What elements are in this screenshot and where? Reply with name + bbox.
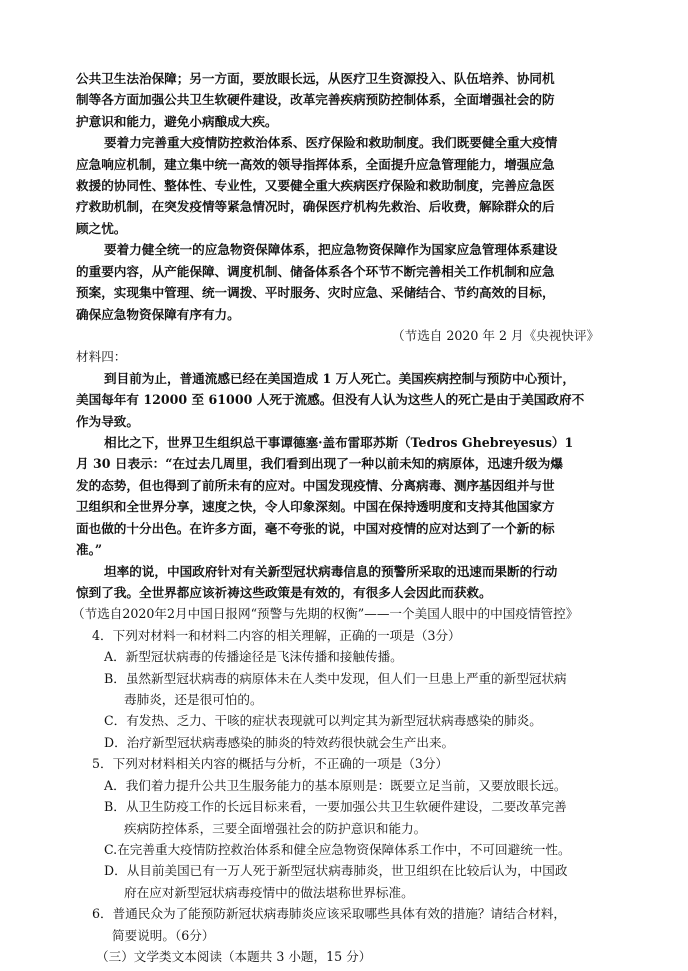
question-5-option-a: A．我们着力提升公共卫生服务能力的基本原则是：既要立足当前，又要放眼长远。: [104, 777, 567, 793]
material3-line: 预案，实现集中管理、统一调拨、平时服务、灾时应急、采储结合、节约高效的目标，: [76, 285, 555, 301]
material4-line: 相比之下，世界卫生组织总干事谭德塞·盖布雷耶苏斯（Tedros Ghebreyesus）1: [104, 435, 574, 451]
material4-line: 坦率的说，中国政府针对有关新型冠状病毒信息的预警所采取的迅速而果断的行动: [104, 563, 558, 579]
section-3-heading: （三）文学类文本阅读（本题共 3 小题，15 分）: [96, 949, 372, 964]
question-6-line-2: 简要说明。（6分）: [112, 927, 215, 943]
material3-line: 的重要内容，从产能保障、调度机制、储备体系各个环节不断完善相关工作机制和应急: [76, 263, 555, 279]
material4-line: 发的态势，但也得到了前所未有的应对。中国发现疫情、分离病毒、测序基因组并与世: [76, 477, 555, 493]
material4-line: 卫组织和全世界分享，速度之快，令人印象深刻。中国在保持透明度和支持其他国家方: [76, 499, 555, 515]
question-4-option-b: B．虽然新型冠状病毒的病原体未在人类中发现，但人们一旦患上严重的新型冠状病: [104, 670, 567, 686]
material4-line: 惊到了我。全世界都应该祈祷这些政策是有效的，有很多人会因此而获救。: [76, 584, 492, 600]
question-6-line-1: 6．普通民众为了能预防新冠状病毒肺炎应该采取哪些具体有效的措施？请结合材料，: [92, 906, 566, 922]
material3-line: 疗救助机制，在突发疫情等紧急情况时，确保医疗机构先救治、后收费，解除群众的后: [76, 199, 555, 215]
material4-line: 面也做的十分出色。在许多方面，毫不夸张的说，中国对疫情的应对达到了一个新的标: [76, 520, 555, 536]
question-4-option-a: A．新型冠状病毒的传播途径是飞沫传播和接触传播。: [104, 649, 403, 665]
question-4-stem: 4．下列对材料一和材料二内容的相关理解，正确的一项是（3分）: [92, 627, 461, 643]
material3-line: 制等各方面加强公共卫生软硬件建设，改革完善疾病预防控制体系，全面增强社会的防: [76, 92, 555, 108]
material3-line: 应急响应机制，建立集中统一高效的领导指挥体系，全面提升应急管理能力，增强应急: [76, 156, 555, 172]
material3-line: 确保应急物资保障有序有力。: [76, 306, 240, 322]
question-4-option-b-cont: 毒肺炎，还是很可怕的。: [124, 692, 263, 708]
material4-source: （节选自2020年2月中国日报网“预警与先期的权衡”——一个美国人眼中的中国疫情管控》: [72, 606, 579, 622]
question-4-option-c: C．有发热、乏力、干咳的症状表现就可以判定其为新型冠状病毒感染的肺炎。: [104, 713, 542, 729]
material3-source: （节选自 2020 年 2 月《央视快评》: [392, 327, 600, 343]
material4-label: 材料四：: [76, 349, 127, 365]
material4-line: 月 30 日表示：“在过去几周里，我们看到出现了一种以前未知的病原体，迅速升级为爆: [76, 456, 563, 472]
material4-line: 美国每年有 12000 至 61000 人死于流感。但没有人认为这些人的死亡是由于美国政府不: [76, 392, 585, 408]
material4-line: 准。”: [76, 542, 103, 558]
question-5-option-d: D．从目前美国已有一万人死于新型冠状病毒肺炎，世卫组织在比较后认为，中国政: [104, 863, 568, 879]
material4-line: 到目前为止，普通流感已经在美国造成 1 万人死亡。美国疾病控制与预防中心预计，: [104, 370, 575, 386]
question-5-option-c: C.在完善重大疫情防控救治体系和健全应急物资保障体系工作中，不可回避统一性。: [104, 841, 571, 857]
question-5-option-b-cont: 疾病防控体系，三要全面增强社会的防护意识和能力。: [124, 820, 427, 836]
question-5-option-b: B．从卫生防疫工作的长远目标来看，一要加强公共卫生软硬件建设，二要改革完善: [104, 799, 567, 815]
question-5-option-d-cont: 府在应对新型冠状病毒疫情中的做法堪称世界标准。: [124, 884, 414, 900]
material3-line: 要着力健全统一的应急物资保障体系，把应急物资保障作为国家应急管理体系建设: [104, 242, 558, 258]
material3-line: 公共卫生法治保障；另一方面，要放眼长远，从医疗卫生资源投入、队伍培养、协同机: [76, 71, 555, 86]
question-4-option-d: D．治疗新型冠状病毒感染的肺炎的特效药很快就会生产出来。: [104, 734, 455, 750]
material3-line: 护意识和能力，避免小病酿成大疾。: [76, 113, 278, 129]
question-5-stem: 5．下列对材料相关内容的概括与分析，不正确的一项是（3分）: [92, 756, 449, 772]
material4-line: 作为导致。: [76, 413, 139, 429]
material3-line: 要着力完善重大疫情防控救治体系、医疗保险和救助制度。我们既要健全重大疫情: [104, 135, 558, 151]
material3-line: 顾之忧。: [76, 220, 127, 236]
material3-line: 救援的协同性、整体性、专业性，又要健全重大疾病医疗保险和救助制度，完善应急医: [76, 178, 555, 194]
